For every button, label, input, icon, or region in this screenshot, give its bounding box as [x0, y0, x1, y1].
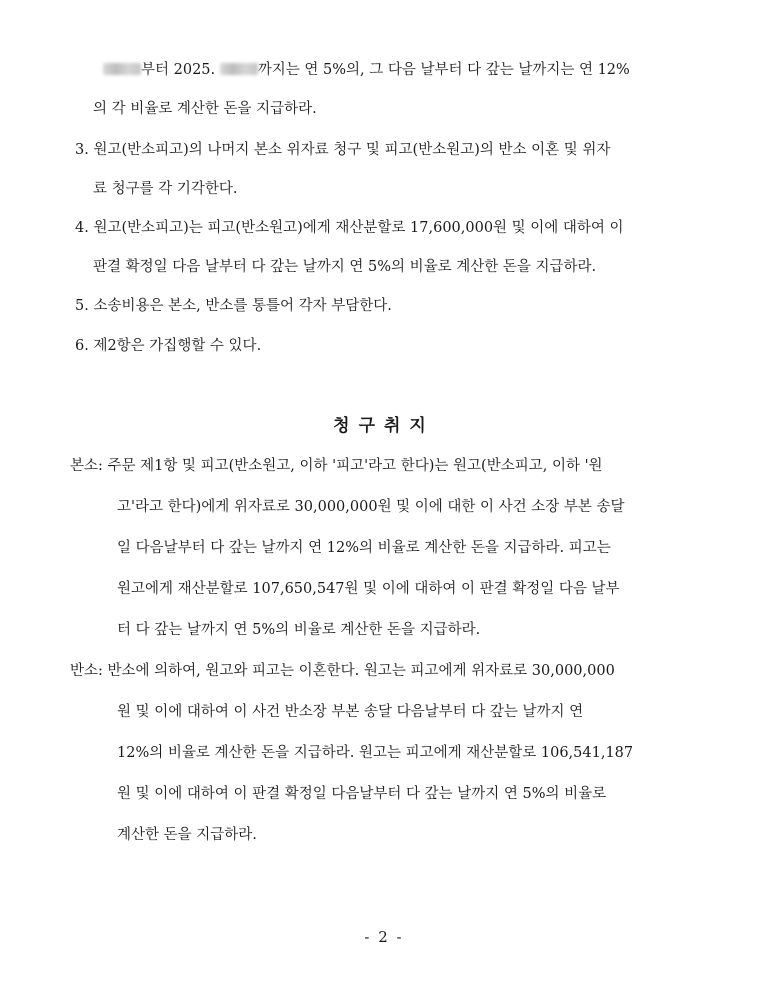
- counter-claim-line-1: 반소: 반소에 의하여, 원고와 피고는 이혼한다. 원고는 피고에게 위자료로 30,000,000: [70, 663, 615, 679]
- main-claim-line-3: 일 다음날부터 다 갚는 날까지 연 12%의 비율로 계산한 돈을 지급하라. 피고는: [117, 540, 611, 556]
- order-item-3-line-1: 3. 원고(반소피고)의 나머지 본소 위자료 청구 및 피고(반소원고)의 반소 이혼 및 위자: [75, 142, 611, 158]
- counter-claim-line-5: 계산한 돈을 지급하라.: [117, 827, 257, 843]
- main-claim-line-2: 고'라고 한다)에게 위자료로 30,000,000원 및 이에 대한 이 사건 소장 부본 송달: [117, 499, 625, 515]
- main-claim-line-4: 원고에게 재산분할로 107,650,547원 및 이에 대하여 이 판결 확정일 다음 날부: [117, 581, 620, 597]
- order-item-4-line-2: 판결 확정일 다음 날부터 다 갚는 날까지 연 5%의 비율로 계산한 돈을 지급하라.: [93, 259, 597, 275]
- order-item-4-line-1: 4. 원고(반소피고)는 피고(반소원고)에게 재산분할로 17,600,000원 및 이에 대하여 이: [75, 220, 624, 236]
- counter-claim-line-4: 원 및 이에 대하여 이 판결 확정일 다음날부터 다 갚는 날까지 연 5%의 비율로: [117, 786, 607, 802]
- order-line-1-text-b: 까지는 연 5%의, 그 다음 날부터 다 갚는 날까지는 연 12%: [257, 62, 630, 78]
- main-claim-line-1: 본소: 주문 제1항 및 피고(반소원고, 이하 '피고'라고 한다)는 원고(반소피고, 이하 '원: [70, 458, 603, 474]
- order-item-6: 6. 제2항은 가집행할 수 있다.: [75, 338, 262, 354]
- order-item-3-line-2: 료 청구를 각 기각한다.: [93, 181, 238, 197]
- redacted-date-1: [103, 63, 141, 75]
- order-line-1-text-a: 부터 2025.: [141, 62, 216, 78]
- counter-claim-line-3: 12%의 비율로 계산한 돈을 지급하라. 원고는 피고에게 재산분할로 106,541,187: [117, 745, 634, 761]
- order-item-5: 5. 소송비용은 본소, 반소를 통틀어 각자 부담한다.: [75, 298, 392, 314]
- redacted-date-2: [220, 63, 258, 75]
- main-claim-line-5: 터 다 갚는 날까지 연 5%의 비율로 계산한 돈을 지급하라.: [117, 622, 481, 638]
- order-line-1: [103, 60, 630, 80]
- claim-heading: 청구취지: [333, 416, 435, 436]
- page-number: - 2 -: [364, 928, 404, 946]
- counter-claim-line-2: 원 및 이에 대하여 이 사건 반소장 부본 송달 다음날부터 다 갚는 날까지 연: [117, 704, 584, 720]
- order-line-2: 의 각 비율로 계산한 돈을 지급하라.: [93, 101, 317, 117]
